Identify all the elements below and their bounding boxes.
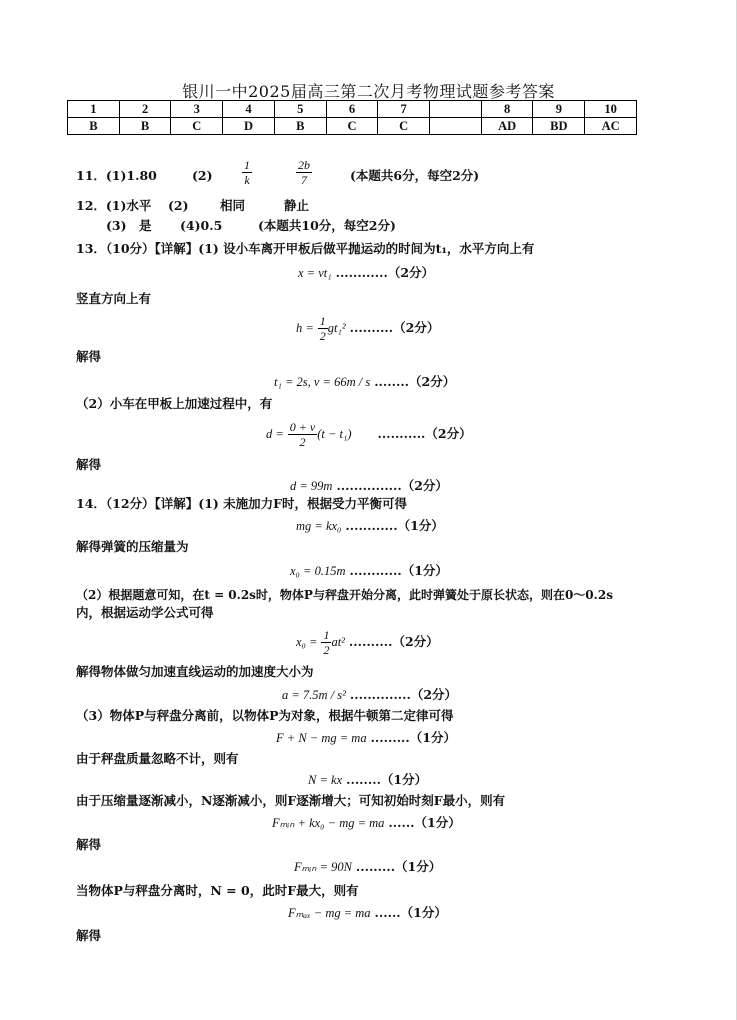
q14-part3-intro: （3）物体P与秤盘分离前，以物体P为对象，根据牛顿第二定律可得 — [76, 708, 454, 723]
page-title: 银川一中2025届高三第二次月考物理试题参考答案 — [182, 82, 555, 101]
q11-fraction-2: $\frac{2b}{7}$ — [298, 158, 310, 187]
q14-equation-9: Fₘₐₓ − mg = ma ......（1分） — [288, 905, 447, 920]
answer-table-answer-row — [68, 118, 637, 135]
table-cell: 1 — [68, 101, 120, 118]
table-cell: AC — [585, 118, 637, 135]
q14-part2-intro-continued: 内，根据运动学公式可得 — [76, 605, 214, 620]
q11-label: 11．(1)1.80 — [76, 168, 157, 183]
q13-equation-4: d = $\frac{0 + v}{2}$ (t − t₁) ...........（2分） — [266, 420, 472, 449]
table-cell: AD — [481, 118, 533, 135]
table-cell: 7 — [378, 101, 430, 118]
q12-part4: (4)0.5 — [180, 218, 223, 233]
table-cell: 10 — [585, 101, 637, 118]
q13-equation-3: t₁ = 2s, v = 66m / s ........（2分） — [274, 374, 456, 389]
answer-table-number-row — [68, 101, 637, 118]
table-cell — [430, 101, 482, 118]
q14-text-compression: 解得弹簧的压缩量为 — [76, 539, 189, 554]
q12-score-note: (本题共10分，每空2分) — [258, 218, 396, 233]
table-cell: BD — [533, 118, 585, 135]
table-cell: 6 — [326, 101, 378, 118]
q12-part1: 12．(1)水平 — [76, 198, 152, 213]
q14-equation-3: x₀ = $\frac{1}{2}$ at² ..........（2分） — [296, 628, 439, 657]
q11-fraction-1: $\frac{1}{k}$ — [244, 158, 250, 187]
q14-text-force-change: 由于压缩量逐渐减小，N逐渐减小，则F逐渐增大；可知初始时刻F最小，则有 — [76, 793, 506, 808]
q14-text-solve-1: 解得 — [76, 837, 102, 852]
q14-text-separation: 当物体P与秤盘分离时，N = 0，此时F最大，则有 — [76, 883, 359, 898]
q12-part2-answer: 相同 — [220, 198, 246, 213]
q13-equation-5: d = 99m ...............（2分） — [290, 478, 448, 493]
q13-intro: 13．（10分）【详解】(1) 设小车离开甲板后做平抛运动的时间为t₁，水平方向上有 — [76, 241, 535, 256]
table-cell: C — [171, 118, 223, 135]
table-cell: D — [223, 118, 275, 135]
table-cell: 8 — [481, 101, 533, 118]
q14-equation-2: x₀ = 0.15m ............（1分） — [290, 563, 448, 578]
q14-text-solve-2: 解得 — [76, 928, 102, 943]
table-cell: B — [68, 118, 120, 135]
q13-text-solve-2: 解得 — [76, 457, 102, 472]
q13-equation-1: x = vt₁ ............（2分） — [298, 265, 435, 280]
q12-part2-label: (2) — [168, 198, 189, 213]
table-cell: 4 — [223, 101, 275, 118]
table-cell: 3 — [171, 101, 223, 118]
q12-part3: (3) 是 — [106, 218, 152, 233]
q11-part2-label: (2) — [192, 168, 213, 183]
q13-equation-2: h = $\frac{1}{2}$ gt₁² ..........（2分） — [296, 314, 440, 343]
q12-part2-answer-b: 静止 — [284, 198, 310, 213]
table-cell: 2 — [119, 101, 171, 118]
q14-equation-8: Fₘᵢₙ = 90N .........（1分） — [294, 859, 442, 874]
table-cell — [430, 118, 482, 135]
q14-equation-7: Fₘᵢₙ + kx₀ − mg = ma ......（1分） — [272, 815, 461, 830]
answer-table — [67, 100, 637, 135]
q13-text-solve-1: 解得 — [76, 349, 102, 364]
q14-equation-4: a = 7.5m / s² ..............（2分） — [282, 687, 458, 702]
table-cell: 9 — [533, 101, 585, 118]
q14-part2-intro: （2）根据题意可知，在t = 0.2s时，物体P与秤盘开始分离，此时弹簧处于原长状态，则在0～0.2s — [76, 588, 613, 602]
table-cell: B — [119, 118, 171, 135]
table-cell: 5 — [274, 101, 326, 118]
q14-equation-1: mg = kx₀ ............（1分） — [296, 518, 444, 533]
table-cell: B — [274, 118, 326, 135]
q11-score-note: (本题共6分，每空2分) — [350, 168, 480, 183]
q13-part2-intro: （2）小车在甲板上加速过程中，有 — [76, 396, 273, 411]
q14-intro: 14．（12分）【详解】(1) 未施加力F时，根据受力平衡可得 — [76, 496, 408, 511]
q14-text-acceleration: 解得物体做匀加速直线运动的加速度大小为 — [76, 664, 314, 679]
table-cell: C — [378, 118, 430, 135]
q14-text-massless: 由于秤盘质量忽略不计，则有 — [76, 751, 239, 766]
q14-equation-6: N = kx ........（1分） — [308, 772, 428, 787]
table-cell: C — [326, 118, 378, 135]
q13-text-vertical: 竖直方向上有 — [76, 291, 152, 306]
q14-equation-5: F + N − mg = ma .........（1分） — [276, 730, 456, 745]
